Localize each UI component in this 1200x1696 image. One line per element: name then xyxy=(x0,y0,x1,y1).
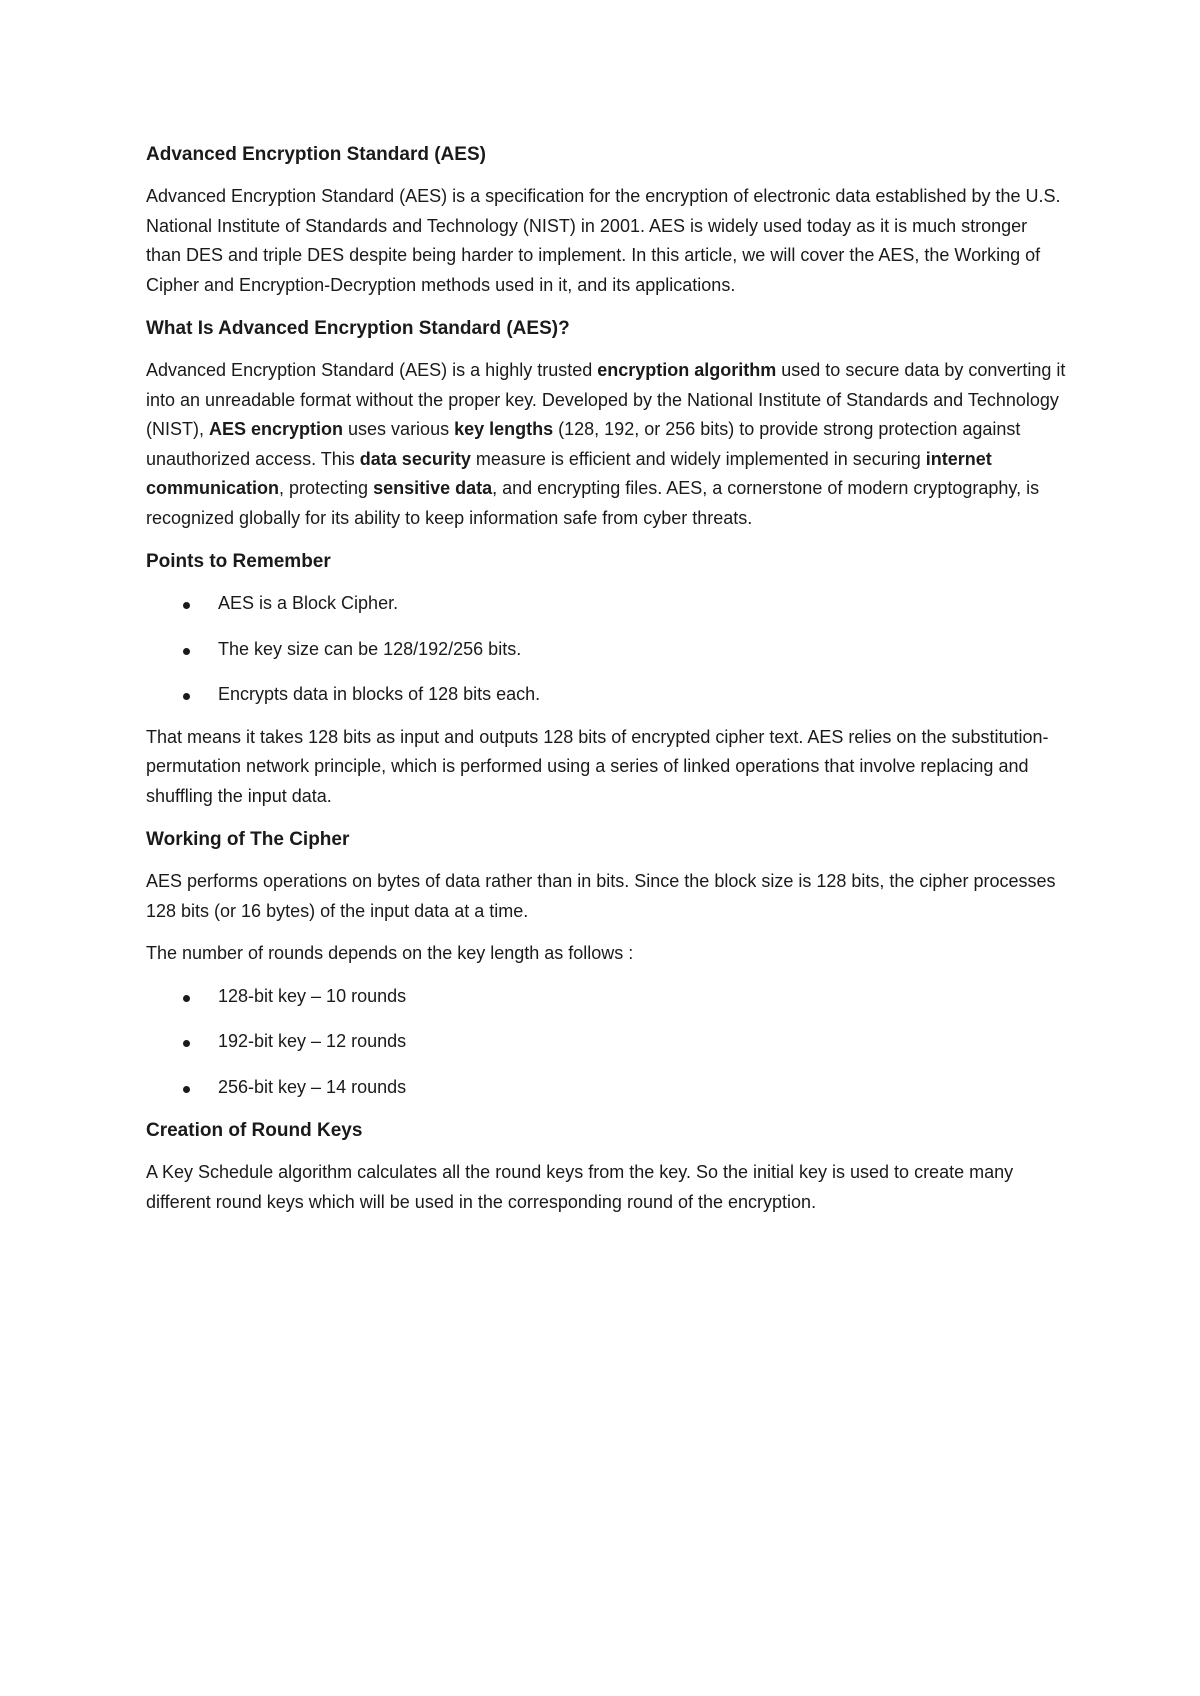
text-segment: Advanced Encryption Standard (AES) is a highly trusted xyxy=(146,360,598,380)
list-item xyxy=(146,680,1066,710)
heading-what-is-aes: What Is Advanced Encryption Standard (AES)? xyxy=(146,318,570,339)
bullet-icon xyxy=(183,995,190,1002)
list-item-text: AES is a Block Cipher. xyxy=(218,593,399,613)
heading-creation-of-round-keys: Creation of Round Keys xyxy=(146,1120,363,1141)
text-segment: (128, 192, or 256 bits) to provide strong protection against unauthorized access. This xyxy=(146,419,1021,469)
keyword-internet-communication: internet communication xyxy=(146,448,992,498)
keyword-aes-encryption: AES encryption xyxy=(209,419,344,439)
list-item-text: 128-bit key – 10 rounds xyxy=(218,985,407,1006)
text-segment: used to secure data by converting it into an unreadable format without the proper key. Developed by the National Institute of Standards and Technology (NIST), xyxy=(146,360,1066,439)
list-item-text: The key size can be 128/192/256 bits. xyxy=(218,638,522,659)
keyword-key-lengths: key lengths xyxy=(454,419,554,439)
bullet-icon xyxy=(183,1040,190,1047)
list-item-text: 192-bit key – 12 rounds xyxy=(218,1031,407,1051)
text-segment: measure is efficient and widely implemented in securing xyxy=(470,448,926,469)
bullet-icon xyxy=(183,693,190,700)
keyword-encryption-algorithm: encryption algorithm xyxy=(597,360,777,380)
bullet-icon xyxy=(183,602,190,609)
text-segment: , protecting xyxy=(279,478,374,498)
document-page xyxy=(146,140,1066,1217)
list-item xyxy=(146,982,1066,1012)
working-paragraph-2: The number of rounds depends on the key length as follows : xyxy=(146,943,634,963)
points-explanation-paragraph: That means it takes 128 bits as input and outputs 128 bits of encrypted cipher text. AES relies on the substitution-permutation network principle, which is performed using a series of linked operations that involve replacing and shuffling the input data. xyxy=(146,726,1049,806)
list-item xyxy=(146,635,1066,665)
working-paragraph-1: AES performs operations on bytes of data rather than in bits. Since the block size is 128 bits, the cipher processes 128 bits (or 16 bytes) of the input data at a time. xyxy=(146,871,1056,921)
heading-points-to-remember: Points to Remember xyxy=(146,551,331,572)
document-title: Advanced Encryption Standard (AES) xyxy=(146,144,486,165)
keyword-data-security: data security xyxy=(359,448,471,469)
rounds-list xyxy=(146,982,1066,1103)
round-keys-paragraph: A Key Schedule algorithm calculates all the round keys from the key. So the initial key is used to create many different round keys which will be used in the corresponding round of the encryption. xyxy=(146,1162,1014,1212)
what-is-aes-paragraph xyxy=(146,356,1066,533)
list-item xyxy=(146,1027,1066,1057)
intro-paragraph: Advanced Encryption Standard (AES) is a specification for the encryption of electronic data established by the U.S. National Institute of Standards and Technology (NIST) in 2001. AES is widely used today as it is much stronger than DES and triple DES despite being harder to implement. In this article, we will cover the AES, the Working of Cipher and Encryption-Decryption methods used in it, and its applications. xyxy=(146,186,1061,295)
heading-working-of-cipher: Working of The Cipher xyxy=(146,829,350,850)
list-item xyxy=(146,589,1066,619)
list-item-text: 256-bit key – 14 rounds xyxy=(218,1076,407,1097)
list-item xyxy=(146,1073,1066,1103)
list-item-text: Encrypts data in blocks of 128 bits each. xyxy=(218,684,541,704)
bullet-icon xyxy=(183,1086,190,1093)
text-segment: , and encrypting files. AES, a cornerstone of modern cryptography, is recognized globally for its ability to keep information safe from cyber threats. xyxy=(146,478,1040,528)
keyword-sensitive-data: sensitive data xyxy=(373,478,493,498)
points-list xyxy=(146,589,1066,710)
bullet-icon xyxy=(183,648,190,655)
text-segment: uses various xyxy=(343,419,455,439)
